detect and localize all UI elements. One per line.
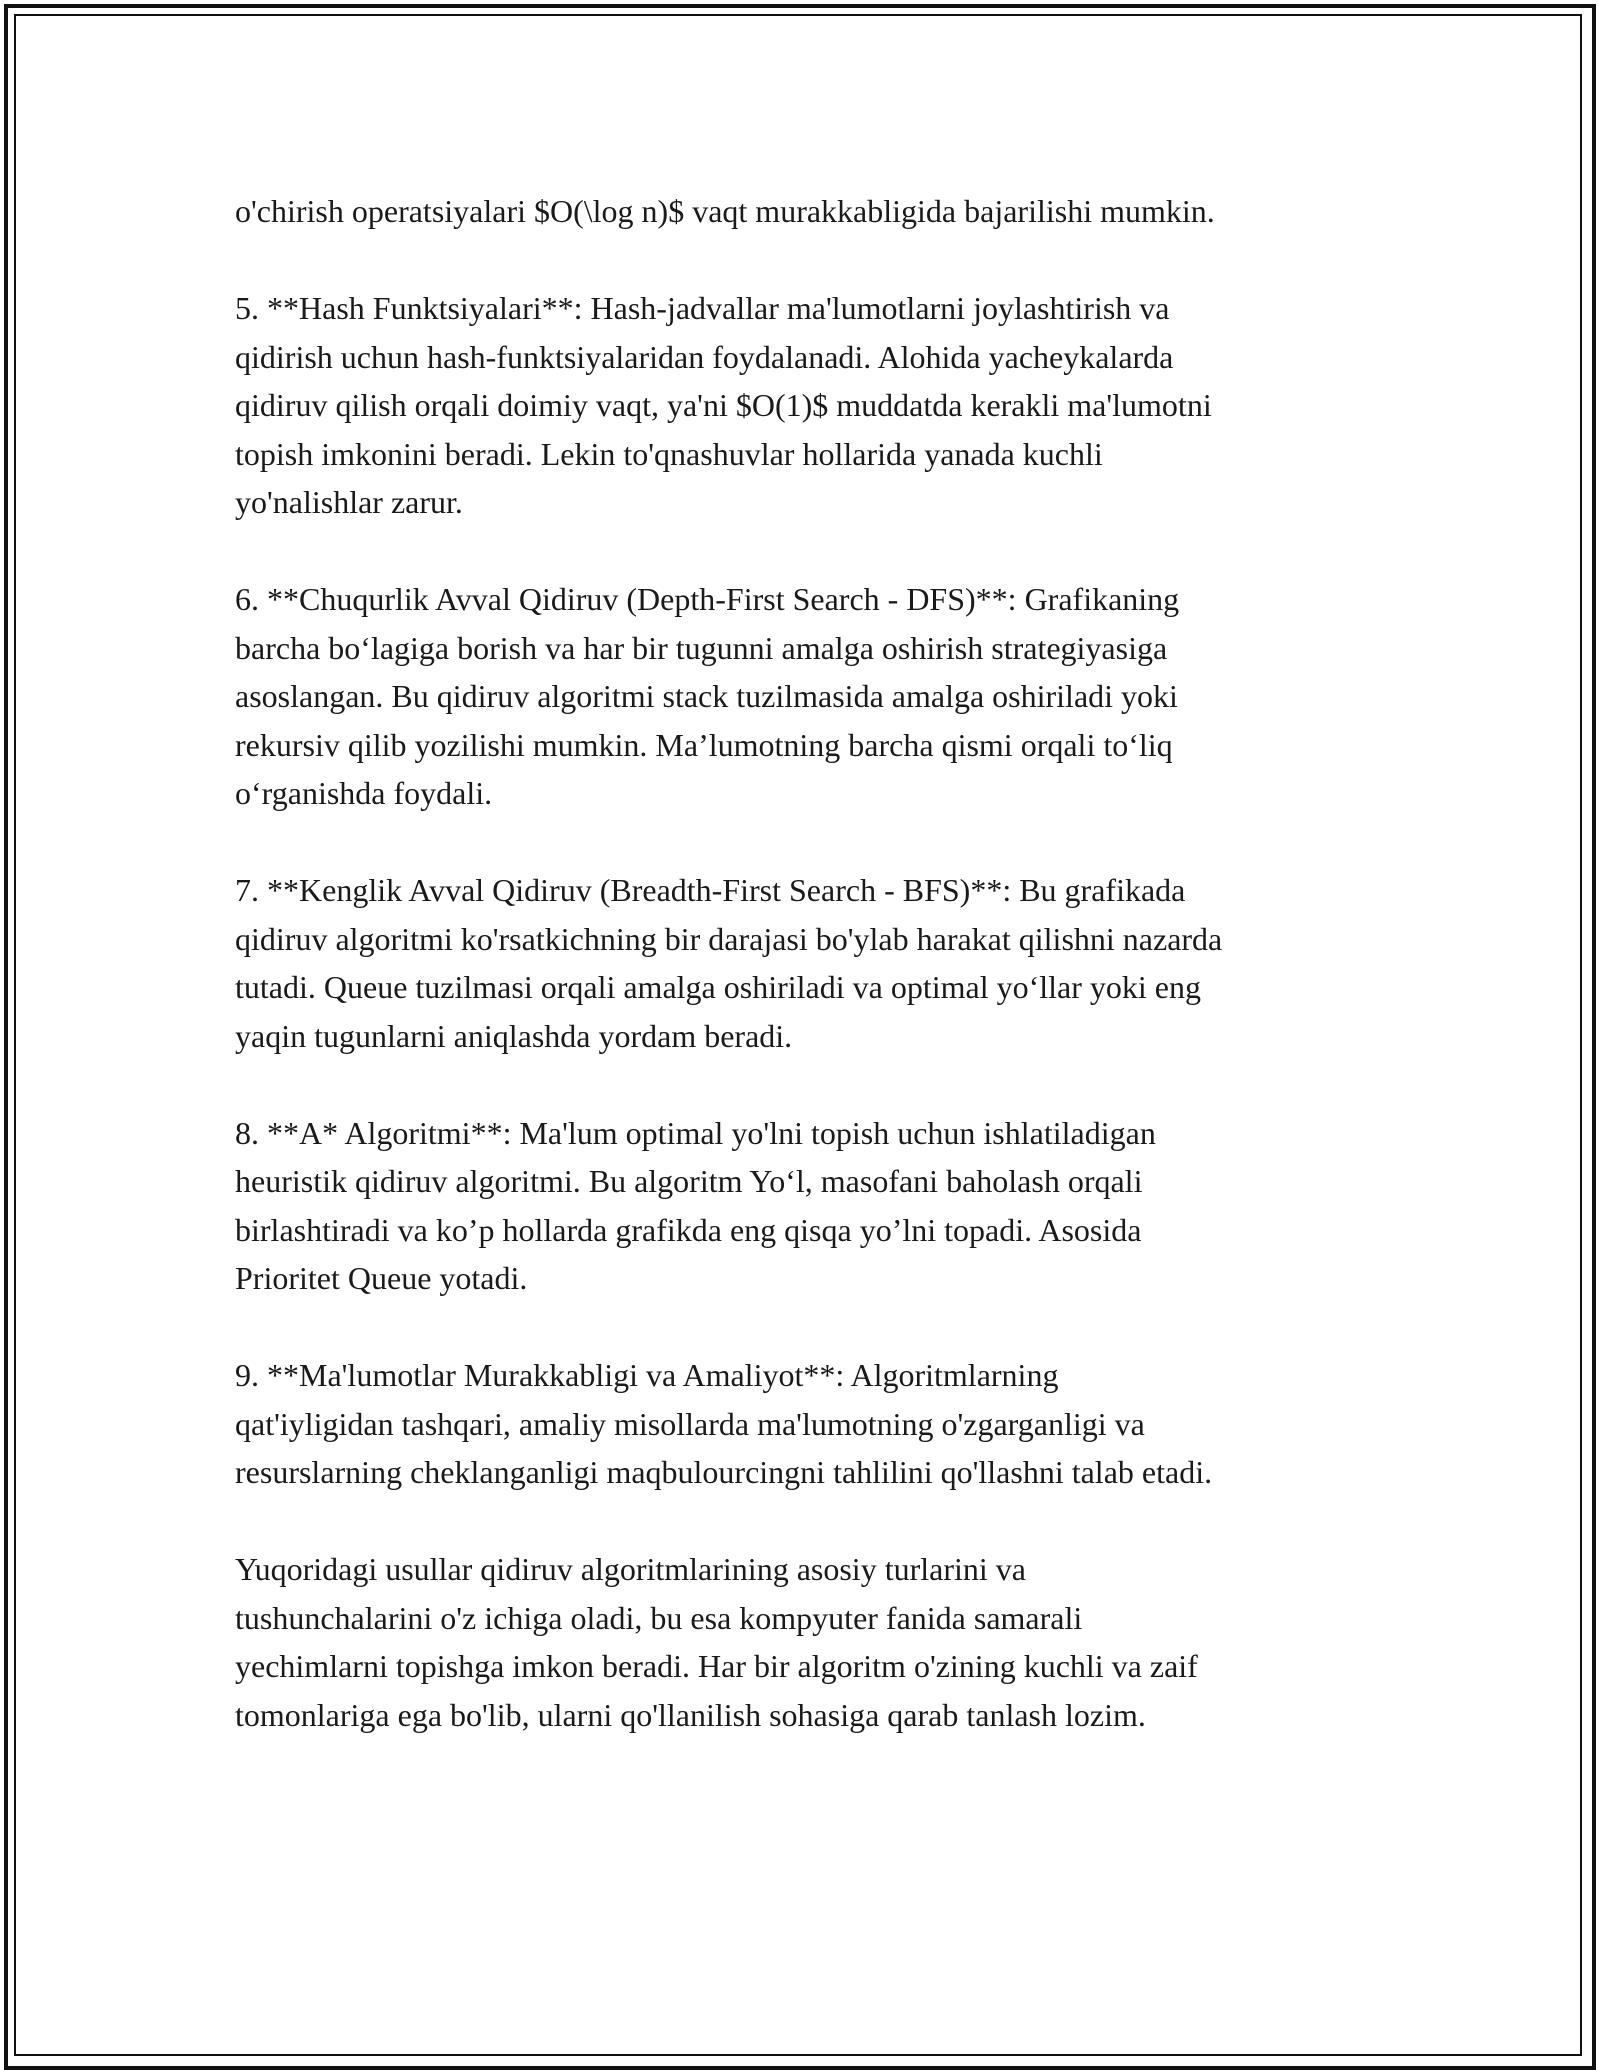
paragraph-a-star: 8. **A* Algoritmi**: Ma'lum optimal yo'lni topish uchun ishlatiladigan heuristik qidiruv algoritmi. Bu algoritm Yoʻl, masofani baholash orqali birlashtiradi va ko’p hollarda grafikda eng qisqa yo’lni topadi. Asosida Prioritet Queue yotadi.: [235, 1114, 1156, 1296]
paragraph-log-complexity: o'chirish operatsiyalari $O(\log n)$ vaqt murakkabligida bajarilishi mumkin.: [235, 193, 1215, 229]
paragraph-dfs: 6. **Chuqurlik Avval Qidiruv (Depth-First Search - DFS)**: Grafikaning barcha boʻlagiga borish va har bir tugunni amalga oshirish strategiyasiga asoslangan. Bu qidiruv algoritmi stack tuzilmasida amalga oshiriladi yoki rekursiv qilib yozilishi mumkin. Maʼlumotning barcha qismi orqali toʻliq oʻrganishda foydali.: [235, 581, 1180, 811]
document-body: [235, 187, 1375, 1788]
paragraph-conclusion: Yuqoridagi usullar qidiruv algoritmlarining asosiy turlarini va tushunchalarini o'z ichiga oladi, bu esa kompyuter fanida samarali yechimlarni topishga imkon beradi. Har bir algoritm o'zining kuchli va zaif tomonlariga ega bo'lib, ularni qo'llanilish sohasiga qarab tanlash lozim.: [235, 1551, 1198, 1733]
paragraph-data-complexity: 9. **Ma'lumotlar Murakkabligi va Amaliyot**: Algoritmlarning qat'iyligidan tashqari, amaliy misollarda ma'lumotning o'zgarganligi va resurslarning cheklanganligi maqbulourcingni tahlilini qo'llashni talab etadi.: [235, 1357, 1213, 1490]
paragraph-hash-functions: 5. **Hash Funktsiyalari**: Hash-jadvallar ma'lumotlarni joylashtirish va qidirish uchun hash-funktsiyalaridan foydalanadi. Alohida yacheykalarda qidiruv qilish orqali doimiy vaqt, ya'ni $O(1)$ muddatda kerakli ma'lumotni topish imkonini beradi. Lekin to'qnashuvlar hollarida yanada kuchli yo'nalishlar zarur.: [235, 290, 1212, 520]
paragraph-bfs: 7. **Kenglik Avval Qidiruv (Breadth-First Search - BFS)**: Bu grafikada qidiruv algoritmi ko'rsatkichning bir darajasi bo'ylab harakat qilishni nazarda tutadi. Queue tuzilmasi orqali amalga oshiriladi va optimal yoʻllar yoki eng yaqin tugunlarni aniqlashda yordam beradi.: [235, 872, 1223, 1054]
